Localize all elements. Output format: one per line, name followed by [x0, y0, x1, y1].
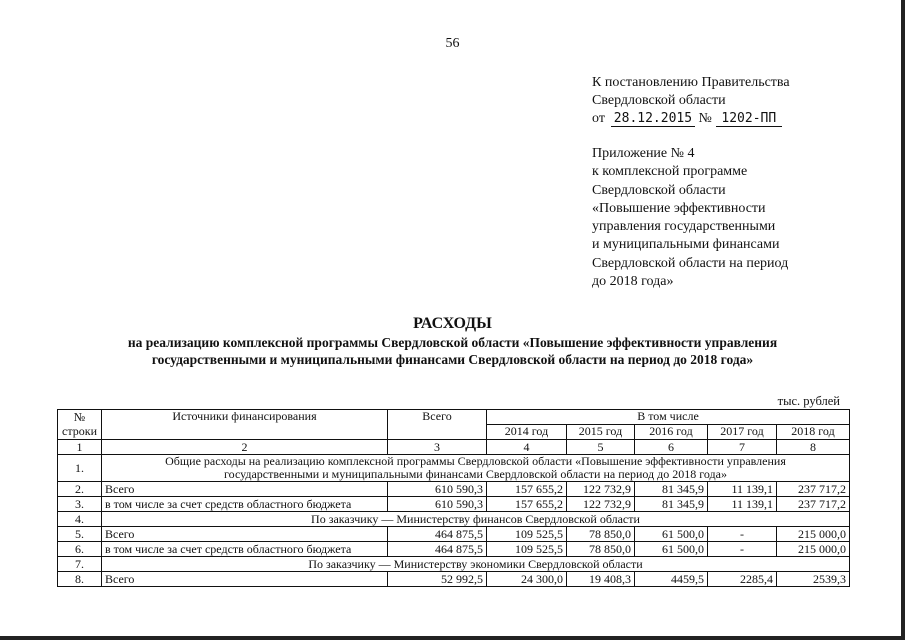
- section-title: [102, 557, 850, 572]
- source-label: Всего: [102, 572, 388, 587]
- section-row: [58, 455, 850, 482]
- source-label: Всего: [102, 482, 388, 497]
- column-number: 4: [487, 440, 567, 455]
- table-row: [58, 497, 850, 512]
- section-row: [58, 512, 850, 527]
- annex-line: Свердловской области на период: [592, 255, 789, 271]
- subtitle-line: на реализацию комплексной программы Свердловской области «Повышение эффективности управления: [127, 335, 778, 350]
- year-value: 81 345,9: [635, 497, 708, 512]
- source-label: Всего: [102, 527, 388, 542]
- row-number: 6.: [58, 542, 102, 557]
- year-value: 237 717,2: [777, 497, 850, 512]
- year-value: 61 500,0: [635, 527, 708, 542]
- header-row-no: № строки: [58, 410, 102, 440]
- year-value: 11 139,1: [708, 482, 777, 497]
- year-value: 237 717,2: [777, 482, 850, 497]
- column-number: 1: [58, 440, 102, 455]
- annex-line: до 2018 года»: [592, 274, 674, 290]
- year-value: 2285,4: [708, 572, 777, 587]
- annex-line: «Повышение эффективности: [592, 200, 766, 216]
- section-title-line: По заказчику — Министерству экономики Свердловской области: [308, 556, 643, 571]
- annex-block: [592, 145, 882, 291]
- document-subtitle: [50, 334, 855, 368]
- header-year: 2015 год: [567, 425, 635, 440]
- section-row: [58, 557, 850, 572]
- annex-line: к комплексной программе: [592, 164, 748, 180]
- total-value: 464 875,5: [388, 542, 487, 557]
- approval-number: 1202-ПП: [716, 112, 782, 127]
- approval-block: [592, 74, 882, 128]
- column-number: 5: [567, 440, 635, 455]
- row-number: 8.: [58, 572, 102, 587]
- subtitle-line: государственными и муниципальными финансами Свердловской области на период до 2018 года»: [151, 352, 754, 367]
- year-value: -: [708, 527, 777, 542]
- section-title-line: По заказчику — Министерству финансов Свердловской области: [311, 511, 640, 526]
- year-value: 157 655,2: [487, 482, 567, 497]
- year-value: 2539,3: [777, 572, 850, 587]
- annex-line: Свердловской области: [592, 182, 726, 198]
- total-value: 464 875,5: [388, 527, 487, 542]
- table-row: [58, 482, 850, 497]
- unit-label: тыс. рублей: [777, 394, 840, 408]
- source-label: в том числе за счет средств областного бюджета: [102, 497, 388, 512]
- year-value: 122 732,9: [567, 497, 635, 512]
- year-value: 109 525,5: [487, 542, 567, 557]
- year-value: 61 500,0: [635, 542, 708, 557]
- annex-line: управления государственными: [592, 219, 776, 235]
- column-number: 2: [102, 440, 388, 455]
- year-value: 19 408,3: [567, 572, 635, 587]
- column-numbers-row: [58, 440, 850, 455]
- approval-date-prefix: от: [592, 111, 605, 126]
- row-number: 3.: [58, 497, 102, 512]
- document-title: РАСХОДЫ: [413, 315, 492, 332]
- approval-line-2: Свердловской области: [592, 93, 726, 108]
- approval-line-1: К постановлению Правительства: [592, 75, 790, 90]
- header-year: 2014 год: [487, 425, 567, 440]
- page-number: 56: [445, 36, 460, 51]
- section-title-line: государственными и муниципальными финансами Свердловской области на период до 2018 года»: [224, 467, 727, 481]
- year-value: 215 000,0: [777, 542, 850, 557]
- year-value: 11 139,1: [708, 497, 777, 512]
- expenses-table: [57, 409, 850, 587]
- approval-date-line: [592, 110, 882, 128]
- approval-number-sign: №: [698, 111, 712, 126]
- year-value: 78 850,0: [567, 542, 635, 557]
- row-number: 7.: [58, 557, 102, 572]
- annex-line: Приложение № 4: [592, 146, 695, 161]
- table-row: [58, 572, 850, 587]
- annex-line: и муниципальными финансами: [592, 237, 780, 253]
- column-number: 6: [635, 440, 708, 455]
- total-value: 52 992,5: [388, 572, 487, 587]
- section-title: [102, 455, 850, 482]
- year-value: 78 850,0: [567, 527, 635, 542]
- header-total: Всего: [388, 410, 487, 440]
- header-year: 2018 год: [777, 425, 850, 440]
- header-source: Источники финансирования: [102, 410, 388, 440]
- approval-date: 28.12.2015: [611, 112, 695, 127]
- row-number: 4.: [58, 512, 102, 527]
- source-label: в том числе за счет средств областного бюджета: [102, 542, 388, 557]
- header-year: 2017 год: [708, 425, 777, 440]
- header-including: В том числе: [487, 410, 850, 425]
- column-number: 8: [777, 440, 850, 455]
- year-value: 4459,5: [635, 572, 708, 587]
- table-header-row: [58, 410, 850, 425]
- section-title-line: Общие расходы на реализацию комплексной программы Свердловской области «Повышение эффективности управления: [165, 454, 786, 468]
- year-value: -: [708, 542, 777, 557]
- year-value: 109 525,5: [487, 527, 567, 542]
- header-year: 2016 год: [635, 425, 708, 440]
- row-number: 5.: [58, 527, 102, 542]
- section-title: [102, 512, 850, 527]
- year-value: 215 000,0: [777, 527, 850, 542]
- table-row: [58, 542, 850, 557]
- column-number: 3: [388, 440, 487, 455]
- year-value: 81 345,9: [635, 482, 708, 497]
- total-value: 610 590,3: [388, 497, 487, 512]
- table-row: [58, 527, 850, 542]
- row-number: 1.: [58, 455, 102, 482]
- year-value: 157 655,2: [487, 497, 567, 512]
- total-value: 610 590,3: [388, 482, 487, 497]
- year-value: 122 732,9: [567, 482, 635, 497]
- row-number: 2.: [58, 482, 102, 497]
- column-number: 7: [708, 440, 777, 455]
- year-value: 24 300,0: [487, 572, 567, 587]
